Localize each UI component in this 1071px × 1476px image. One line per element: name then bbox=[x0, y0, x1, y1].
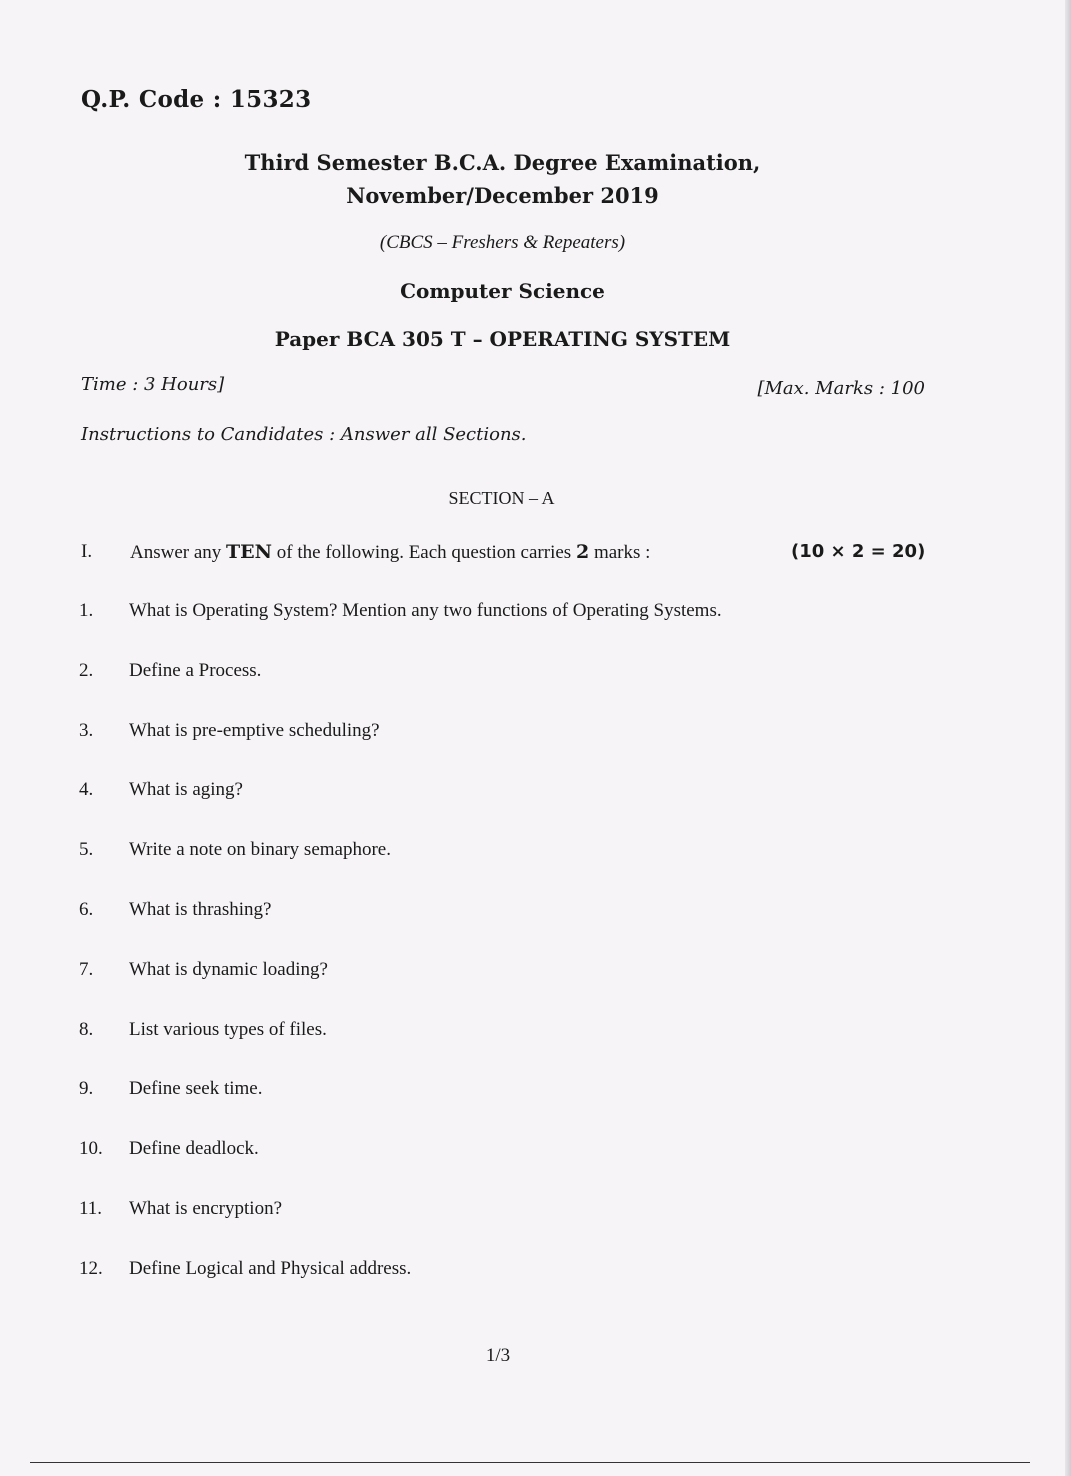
question-number: 3. bbox=[79, 719, 94, 741]
page-number: 1/3 bbox=[485, 1345, 511, 1366]
exam-title-line1: Third Semester B.C.A. Degree Examination, bbox=[244, 150, 761, 175]
question-number: 12. bbox=[79, 1257, 103, 1279]
question-text: List various types of files. bbox=[129, 1018, 327, 1040]
question-text: Write a note on binary semaphore. bbox=[129, 839, 391, 861]
qp-code: Q.P. Code : 15323 bbox=[81, 86, 312, 113]
question-text: What is pre-emptive scheduling? bbox=[129, 719, 380, 741]
exam-paper: Paper BCA 305 T – OPERATING SYSTEM bbox=[274, 327, 731, 351]
question-number: 1. bbox=[79, 600, 94, 621]
part-instruction: Answer any TEN of the following. Each question carries 2 marks : bbox=[130, 541, 651, 563]
question-text: Define seek time. bbox=[129, 1078, 263, 1100]
question-text: What is encryption? bbox=[129, 1197, 283, 1219]
exam-scheme: (CBCS – Freshers & Repeaters) bbox=[379, 232, 626, 253]
question-number: 6. bbox=[79, 898, 94, 920]
exam-time: Time : 3 Hours] bbox=[81, 374, 225, 395]
question-text: Define a Process. bbox=[129, 659, 262, 681]
question-number: 2. bbox=[79, 659, 94, 681]
question-text: Define deadlock. bbox=[129, 1138, 259, 1160]
question-number: 8. bbox=[79, 1018, 94, 1040]
exam-instructions: Instructions to Candidates : Answer all Sections. bbox=[81, 424, 527, 445]
section-title: SECTION – A bbox=[448, 488, 555, 508]
question-text: What is aging? bbox=[129, 779, 243, 801]
part-number: I. bbox=[81, 541, 93, 562]
question-number: 7. bbox=[79, 958, 94, 980]
question-text: Define Logical and Physical address. bbox=[129, 1257, 412, 1279]
question-number: 11. bbox=[79, 1197, 103, 1219]
exam-title-line2: November/December 2019 bbox=[346, 183, 659, 208]
question-number: 5. bbox=[79, 839, 94, 861]
question-text: What is thrashing? bbox=[129, 898, 272, 920]
exam-subject: Computer Science bbox=[400, 279, 605, 303]
question-number: 9. bbox=[79, 1078, 94, 1100]
part-marks-allocation: (10 × 2 = 20) bbox=[791, 541, 926, 562]
exam-max-marks: [Max. Marks : 100 bbox=[757, 378, 925, 399]
question-number: 4. bbox=[79, 779, 94, 801]
bottom-divider bbox=[30, 1462, 1030, 1463]
question-text: What is dynamic loading? bbox=[129, 958, 328, 980]
page-edge-shadow bbox=[1065, 0, 1071, 1476]
question-text: What is Operating System? Mention any two functions of Operating Systems. bbox=[129, 600, 722, 621]
question-number: 10. bbox=[79, 1138, 103, 1160]
